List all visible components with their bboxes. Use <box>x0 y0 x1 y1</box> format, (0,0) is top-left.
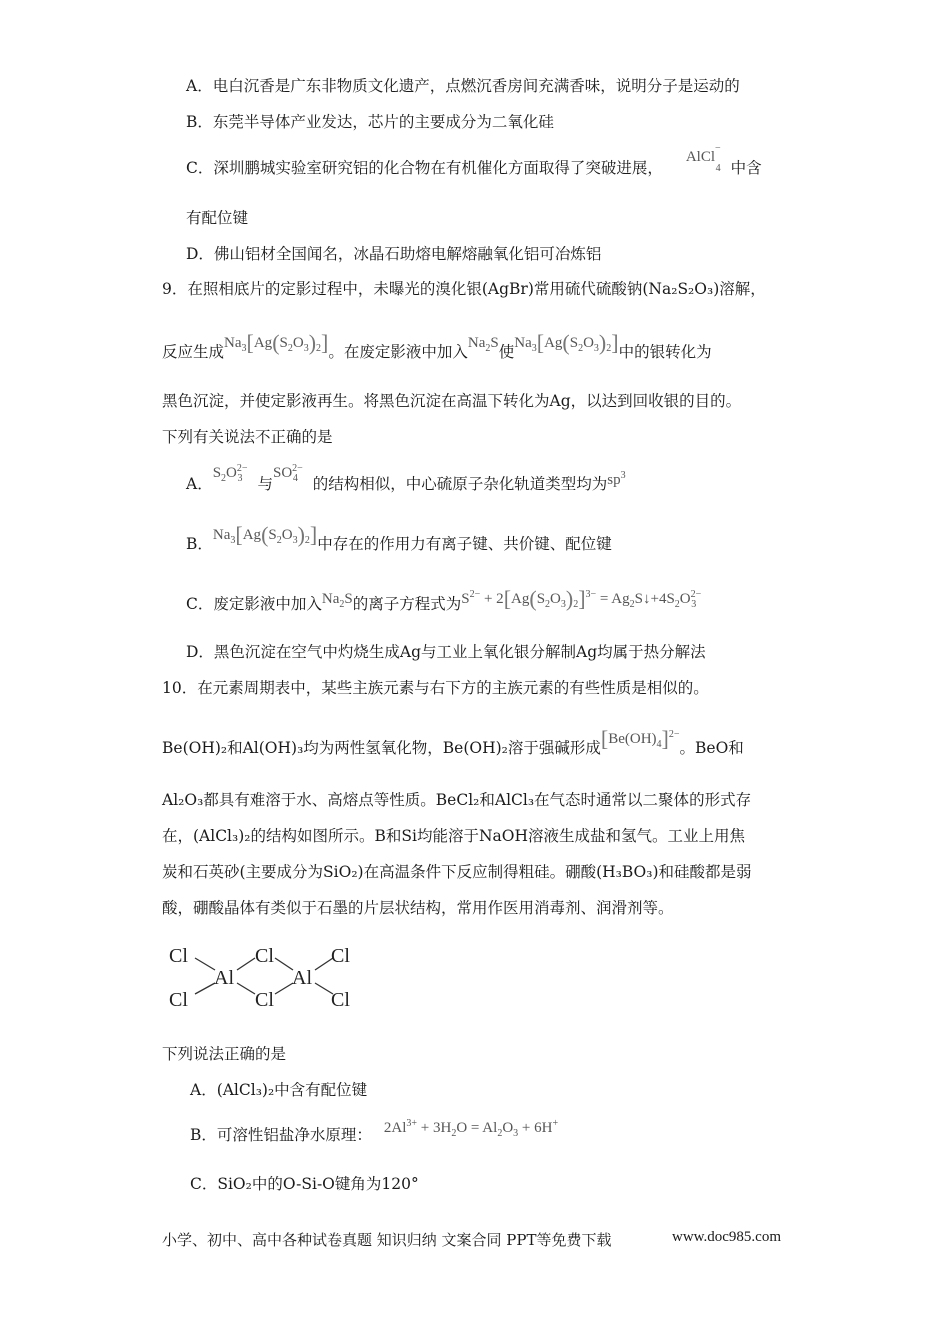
cl-atom: Cl <box>331 989 350 1011</box>
q9-text: 与 <box>257 475 273 493</box>
q9-option-a-label: A． <box>186 475 213 493</box>
q10-stem-line6: 酸，硼酸晶体有类似于石墨的片层状结构，常用作医用消毒剂、润滑剂等。 <box>162 899 674 917</box>
q8-option-d: D．佛山铝材全国闻名，冰晶石助熔电解熔融氧化铝可冶炼铝 <box>186 245 602 263</box>
q10-stem-line5: 炭和石英砂(主要成分为SiO₂)在高温条件下反应制得粗硅。硼酸(H₃BO₃)和硅酸都是弱 <box>162 863 752 881</box>
q9-text: 中存在的作用力有离子键、共价键、配位键 <box>317 535 612 553</box>
page-footer <box>162 1229 782 1250</box>
cl-atom: Cl <box>255 989 274 1011</box>
q9-stem-line1: 9．在照相底片的定影过程中，未曝光的溴化银(AgBr)常用硫代硫酸钠(Na₂S₂O₃)溶解， <box>162 280 766 298</box>
q10-stem-line2 <box>162 726 744 761</box>
q9-text: 使 <box>498 343 515 361</box>
q10-text: Be(OH)₂和Al(OH)₃均为两性氢氧化物，Be(OH)₂溶于强碱形成 <box>162 739 601 757</box>
q10-stem-line4: 在，(AlCl₃)₂的结构如图所示。B和Si均能溶于NaOH溶液生成盐和氢气。工业上用焦 <box>162 827 745 845</box>
q10-stem-line7: 下列说法正确的是 <box>162 1045 287 1063</box>
q9-option-b-label: B． <box>186 535 213 553</box>
q9-stem-line4: 下列有关说法不正确的是 <box>162 428 333 446</box>
cl-atom: Cl <box>255 945 274 967</box>
q8-option-c-text: C．深圳鹏城实验室研究铝的化合物在有机催化方面取得了突破进展， <box>186 159 663 177</box>
q8-option-c <box>186 143 762 181</box>
q8-option-c-cont: 有配位键 <box>186 209 249 227</box>
q10-option-b-text: B．可溶性铝盐净水原理： <box>190 1126 372 1144</box>
cl-atom: Cl <box>331 945 350 967</box>
q9-option-d: D．黑色沉淀在空气中灼烧生成Ag与工业上氧化银分解制Ag均属于热分解法 <box>186 643 706 661</box>
q9-option-c-label: C．废定影液中加入 <box>186 595 322 613</box>
hydrolysis-equation: $2Al^{3+} + 3H_2O = Al_2O_3 + 6H^+$ <box>383 1118 559 1139</box>
al-atom: Al <box>292 967 312 989</box>
q9-option-c <box>186 586 706 617</box>
q10-stem-line3: Al₂O₃都具有难溶于水、高熔点等性质。BeCl₂和AlCl₃在气态时通常以二聚体的形式存 <box>162 791 752 809</box>
q10-option-b <box>190 1118 559 1148</box>
q9-option-a <box>186 463 626 497</box>
al-atom: Al <box>214 967 234 989</box>
beoh4-formula: $[Be(OH)_4]^{2-}$ <box>600 726 680 751</box>
ionic-equation: $S^{2-} + 2[Ag(S_2O_3)_2]^{3-}$ = $Ag_2S↓+4S_2O^{2-}_3$ <box>461 586 702 611</box>
complex-formula: $Na_3[Ag(S_2O_3)_2]$ <box>212 522 318 547</box>
q9-text: 中的银转化为 <box>618 343 712 361</box>
q9-text: 。在废定影液中加入 <box>328 343 468 361</box>
alcl3-dimer-diagram <box>165 936 365 1016</box>
footer-text: 小学、初中、高中各种试卷真题 知识归纳 文案合同 PPT等免费下载 <box>162 1231 612 1249</box>
sp3-formula: $sp^3$ <box>607 470 626 488</box>
q8-option-a: A．电白沉香是广东非物质文化遗产，点燃沉香房间充满香味，说明分子是运动的 <box>186 77 740 95</box>
na2s-formula: $Na_2S$ <box>467 335 499 354</box>
so4-formula: $SO^{2-}_4$ <box>272 463 303 484</box>
q9-stem-line3: 黑色沉淀，并使定影液再生。将黑色沉淀在高温下转化为Ag，以达到回收银的目的。 <box>162 392 742 410</box>
q10-option-c: C．SiO₂中的O-Si-O键角为120° <box>190 1175 419 1193</box>
q8-option-c-tail: 中含 <box>730 159 762 177</box>
q9-text: 的结构相似，中心硫原子杂化轨道类型均为 <box>312 475 608 493</box>
cl-atom: Cl <box>169 989 188 1011</box>
q9-text: 反应生成 <box>162 343 225 361</box>
na2s-formula: $Na_2S$ <box>321 591 353 610</box>
q8-option-b: B．东莞半导体产业发达，芯片的主要成分为二氧化硅 <box>186 113 554 131</box>
cl-atom: Cl <box>169 945 188 967</box>
q9-option-b <box>186 522 612 557</box>
footer-url[interactable]: www.doc985.com <box>672 1229 782 1245</box>
q10-text: 。BeO和 <box>679 739 744 757</box>
q9-stem-line2 <box>162 330 712 365</box>
alcl4-formula: AlCl−$_4$ <box>685 143 721 174</box>
s2o3-formula: $S_2O^{2-}_3$ <box>212 463 248 484</box>
complex-formula: $Na_3[Ag(S_2O_3)_2]$ <box>224 330 329 355</box>
q10-option-a: A．(AlCl₃)₂中含有配位键 <box>190 1081 368 1099</box>
q10-stem-line1: 10．在元素周期表中，某些主族元素与右下方的主族元素的有些性质是相似的。 <box>162 679 709 697</box>
complex-formula: $Na_3[Ag(S_2O_3)_2]$ <box>514 330 619 355</box>
q9-text: 的离子方程式为 <box>352 595 462 613</box>
